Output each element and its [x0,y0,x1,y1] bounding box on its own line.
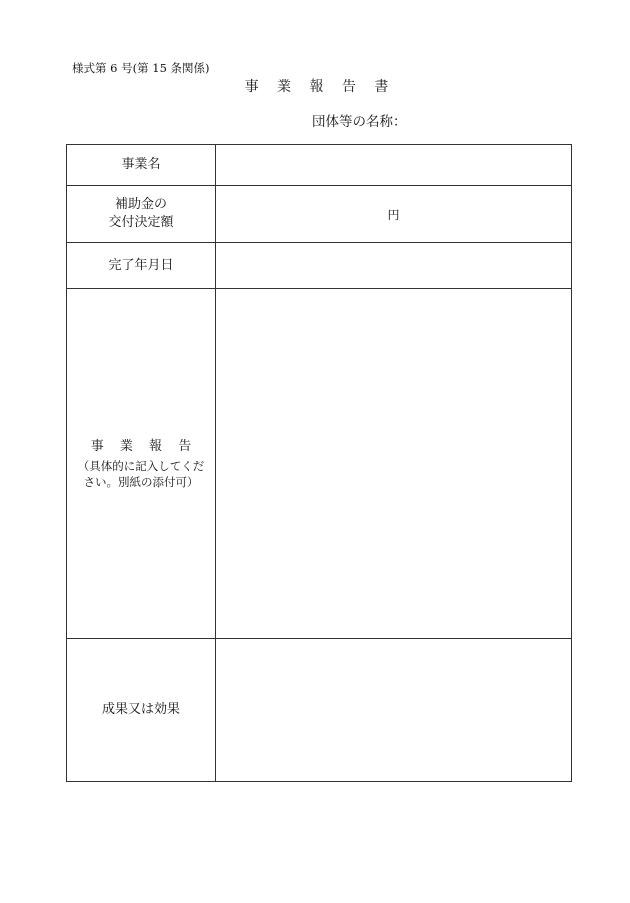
results-label: 成果又は効果 [67,639,216,782]
grant-amount-field[interactable] [216,186,572,243]
project-report-label-title: 事 業 報 告 [90,438,198,454]
project-report-note-line2: さい。別紙の添付可） [83,474,199,489]
grant-amount-label-line1: 補助金の [114,197,167,212]
form-number: 様式第 6 号(第 15 条関係) [72,61,210,75]
completion-date-label: 完了年月日 [67,243,216,289]
document-title: 事 業 報 告 書 [244,79,396,95]
project-name-field[interactable] [216,145,572,186]
completion-date-field[interactable] [216,243,572,289]
project-report-field[interactable] [216,289,572,639]
grant-amount-label [67,186,216,243]
table-row-project-name [67,145,572,186]
project-name-label: 事業名 [67,145,216,186]
table-row-project-report [67,289,572,639]
project-report-note-line1: （具体的に記入してくだ [77,458,205,473]
table-row-completion-date [67,243,572,289]
table-row-results [67,639,572,782]
organization-name-label: 団体等の名称： [312,114,407,130]
project-report-label [67,289,216,639]
report-table [66,144,572,782]
yen-unit: 円 [387,207,400,222]
results-field[interactable] [216,639,572,782]
grant-amount-label-line2: 交付決定額 [108,215,174,230]
table-row-grant-amount [67,186,572,243]
